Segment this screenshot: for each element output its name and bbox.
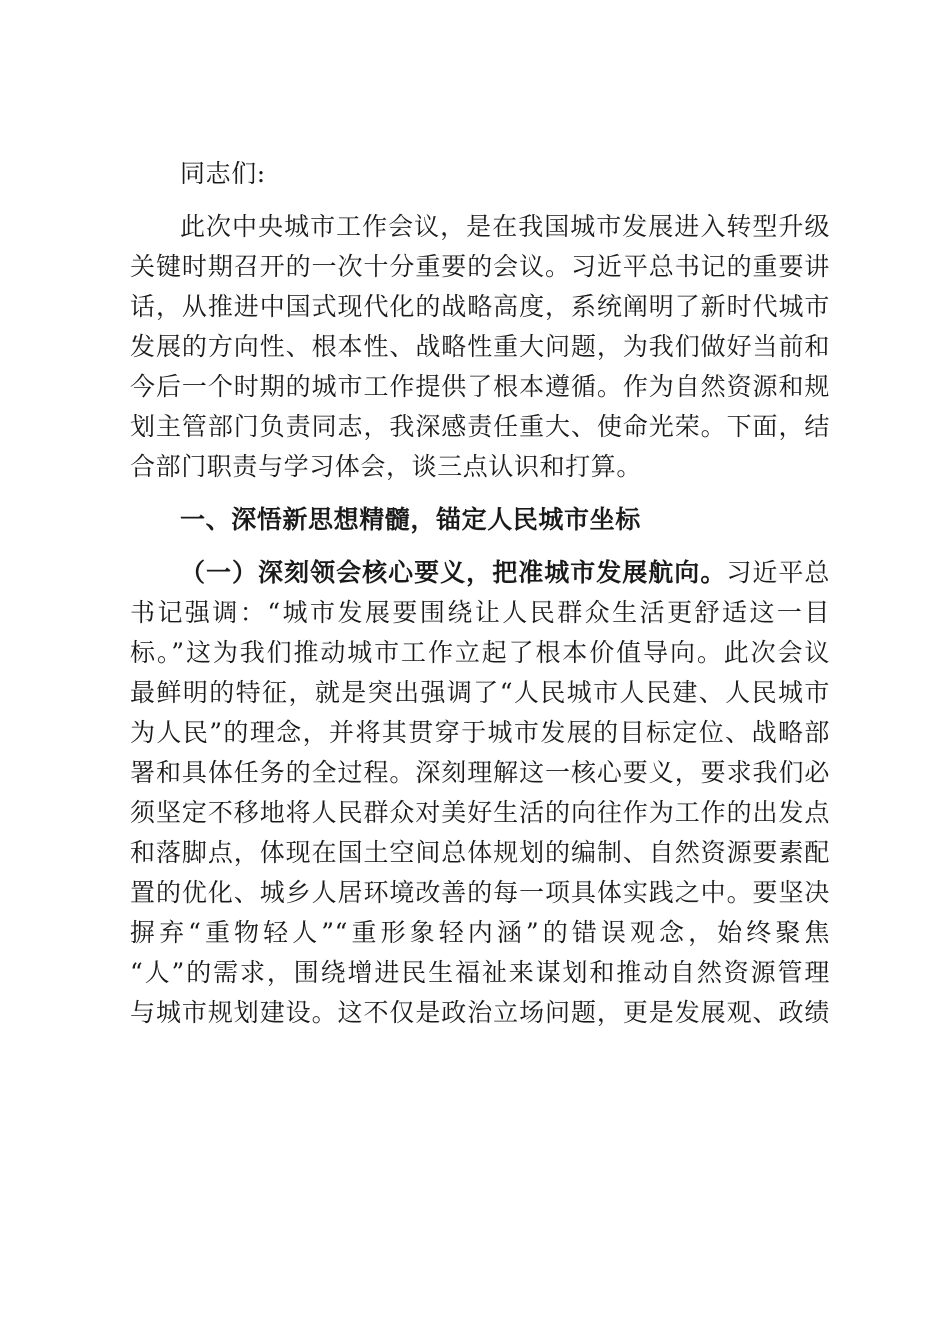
subsection-first-line-text: 习近平总 [726, 558, 830, 587]
subsection-line: 最鲜明的特征，就是突出强调了“人民城市人民建、人民城市 [130, 678, 830, 707]
subsection-line: 置的优化、城乡人居环境改善的每一项具体实践之中。要坚决 [130, 878, 830, 907]
salutation: 同志们: [180, 159, 266, 188]
subsection-line: 为人民”的理念，并将其贯穿于城市发展的目标定位、战略部 [130, 718, 830, 747]
intro-paragraph [130, 207, 830, 487]
subsection-paragraph [130, 553, 830, 1033]
intro-line: 划主管部门负责同志，我深感责任重大、使命光荣。下面，结 [130, 412, 830, 441]
section-heading: 一、深悟新思想精髓，锚定人民城市坐标 [180, 505, 641, 534]
subsection-line: 须坚定不移地将人民群众对美好生活的向往作为工作的出发点 [130, 798, 830, 827]
subsection-line: 摒弃“重物轻人”“重形象轻内涵”的错误观念，始终聚焦 [130, 918, 830, 947]
subsection-first-line [130, 553, 830, 593]
intro-line: 关键时期召开的一次十分重要的会议。习近平总书记的重要讲 [130, 252, 830, 281]
document-body [130, 154, 830, 1033]
intro-line: 话，从推进中国式现代化的战略高度，系统阐明了新时代城市 [130, 292, 830, 321]
subsection-heading: （一）深刻领会核心要义，把准城市发展航向。 [180, 558, 727, 587]
intro-line: 此次中央城市工作会议，是在我国城市发展进入转型升级 [180, 212, 830, 241]
subsection-line: 署和具体任务的全过程。深刻理解这一核心要义，要求我们必 [130, 758, 830, 787]
intro-line: 发展的方向性、根本性、战略性重大问题，为我们做好当前和 [130, 332, 830, 361]
subsection-line: 与城市规划建设。这不仅是政治立场问题，更是发展观、政绩 [130, 998, 830, 1027]
subsection-line: 和落脚点，体现在国土空间总体规划的编制、自然资源要素配 [130, 838, 830, 867]
subsection-line: 书记强调：“城市发展要围绕让人民群众生活更舒适这一目 [130, 598, 830, 627]
subsection-line: “人”的需求，围绕增进民生福祉来谋划和推动自然资源管理 [130, 958, 830, 987]
subsection-line: 标。”这为我们推动城市工作立起了根本价值导向。此次会议 [130, 638, 830, 667]
intro-line: 合部门职责与学习体会，谈三点认识和打算。 [130, 452, 643, 481]
intro-line: 今后一个时期的城市工作提供了根本遵循。作为自然资源和规 [130, 372, 830, 401]
